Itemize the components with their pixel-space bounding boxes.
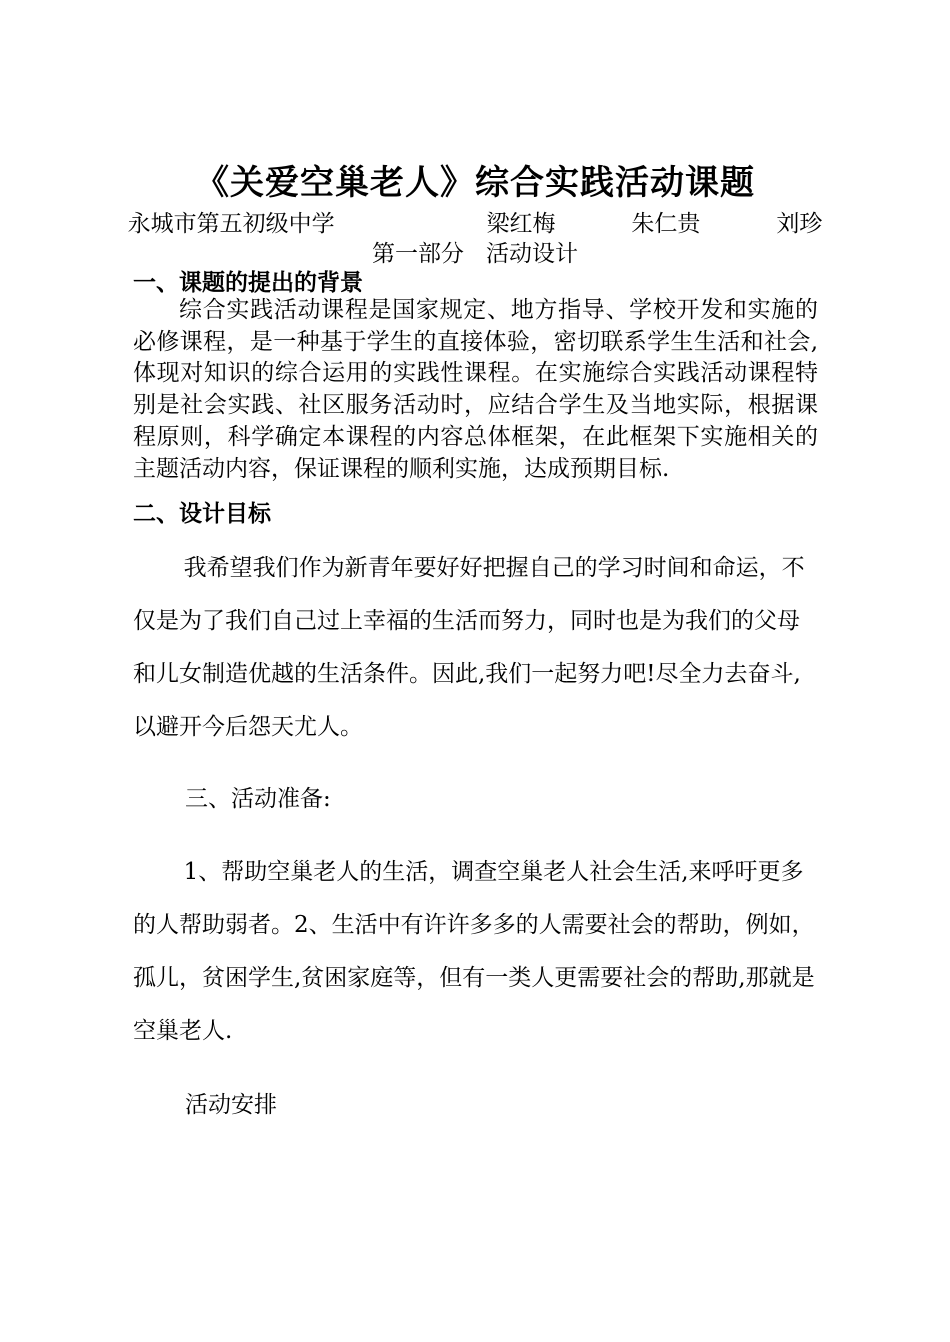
section-1-body: 综合实践活动课程是国家规定、地方指导、学校开发和实施的必修课程，是一种基于学生的直接体验，密切联系学生生活和社会,体现对知识的综合运用的实践性课程。在实施综合实践活动课程特别是社会实践、社区服务活动时，应结合学生及当地实际，根据课程原则，科学确定本课程的内容总体框架，在此框架下实施相关的主题活动内容，保证课程的顺利实施，达成预期目标.	[133, 297, 818, 482]
section-2-body: 我希望我们作为新青年要好好把握自己的学习时间和命运，不仅是为了我们自己过上幸福的生活而努力，同时也是为我们的父母和儿女制造优越的生活条件。因此,我们一起努力吧!尽全力去奋斗,以避开今后怨天尤人。	[133, 555, 805, 740]
part-heading: 第一部分 活动设计	[372, 241, 578, 267]
section-3-heading: 三、活动准备:	[185, 786, 331, 812]
section-1-heading: 一、课题的提出的背景	[133, 270, 363, 296]
section-4-heading: 活动安排	[185, 1092, 277, 1118]
authors-line: 永城市第五初级中学 梁红梅 朱仁贵 刘珍	[127, 211, 823, 237]
section-2-heading: 二、设计目标	[133, 501, 271, 527]
section-3-body: 1、帮助空巢老人的生活，调查空巢老人社会生活,来呼吁更多的人帮助弱者。2、生活中有许许多多的人需要社会的帮助，例如，孤儿，贫困学生,贫困家庭等，但有一类人更需要社会的帮助,那就是空巢老人.	[133, 859, 815, 1044]
document-title: 《关爱空巢老人》综合实践活动课题	[195, 163, 755, 203]
